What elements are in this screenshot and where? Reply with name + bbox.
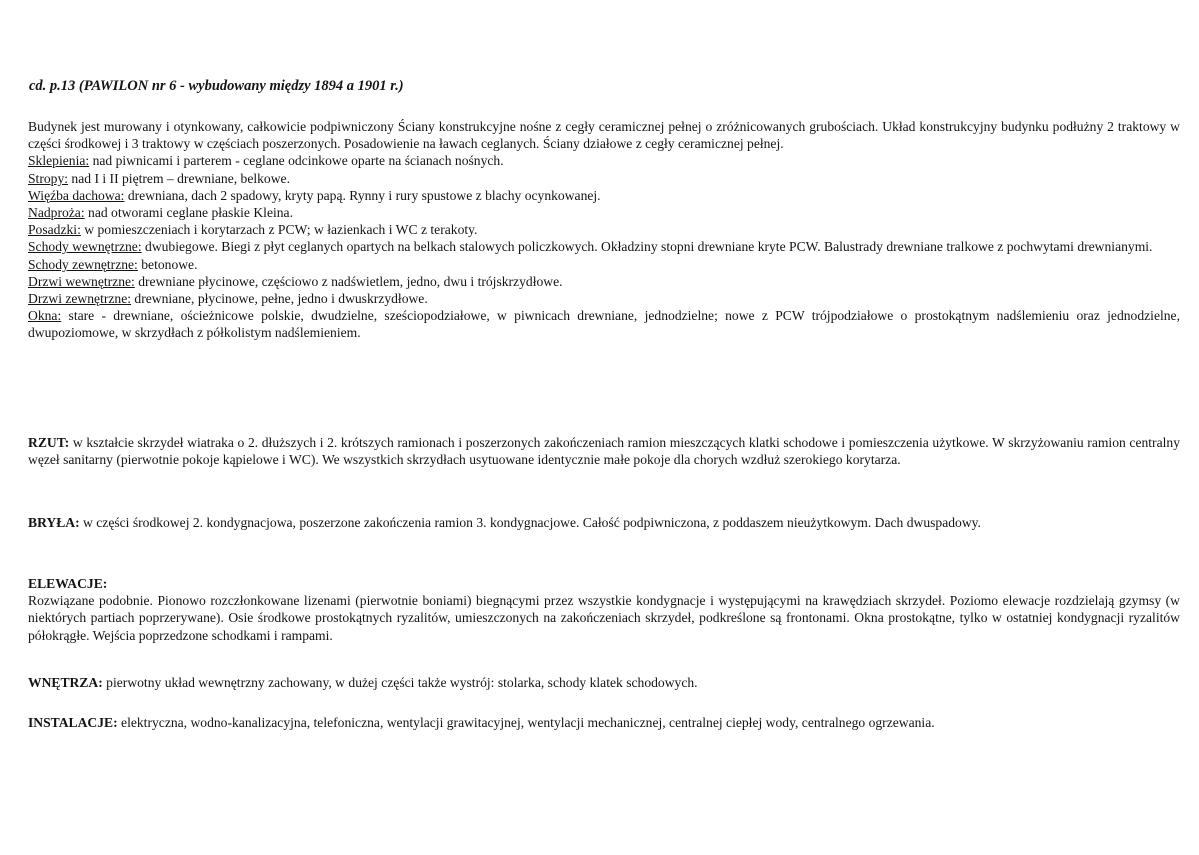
feature-line xyxy=(28,152,1180,169)
rzut-label: RZUT: xyxy=(28,435,70,450)
feature-label: Schody zewnętrzne: xyxy=(28,256,138,272)
feature-line xyxy=(28,238,1180,255)
feature-label: Drzwi wewnętrzne: xyxy=(28,273,135,289)
feature-text: betonowe. xyxy=(137,256,198,272)
feature-line xyxy=(28,204,1180,221)
feature-text: drewniane płycinowe, częściowo z nadświetlem, jedno, dwu i trójskrzydłowe. xyxy=(134,273,563,289)
feature-text: nad piwnicami i parterem - ceglane odcinkowe oparte na ścianach nośnych. xyxy=(89,153,504,169)
feature-text: dwubiegowe. Biegi z płyt ceglanych opartych na belkach stalowych policzkowych. Okładziny stopni drewniane kryte PCW. Balustrady drewniane tralkowe z pochwytami drewnianymi. xyxy=(141,239,1153,255)
intro-paragraph: Budynek jest murowany i otynkowany, całkowicie podpiwniczony Ściany konstrukcyjne nośne z cegły ceramicznej pełnej o zróżnicowanych grubościach. Układ konstrukcyjny budynku podłużny 2 traktowy w części środkowej i 3 traktowy w częściach poszerzonych. Posadowienie na ławach ceglanych. Ściany działowe z cegły ceramicznej pełnej. xyxy=(28,119,1180,152)
rzut-text: w kształcie skrzydeł wiatraka o 2. dłuższych i 2. krótszych ramionach i poszerzonych zakończeniach ramion mieszczących klatki schodowe i pomieszczenia użytkowe. W skrzyżowaniu ramion centralny węzeł sanitarny (pierwotnie pokoje kąpielowe i WC). We wszystkich skrzydłach usytuowane identycznie małe pokoje dla chorych wzdłuż szerokiego korytarza. xyxy=(28,435,1180,468)
feature-label: Posadzki: xyxy=(28,222,81,238)
feature-label: Sklepienia: xyxy=(28,153,90,169)
feature-line xyxy=(28,290,1180,307)
feature-line xyxy=(28,221,1180,238)
wnetrza-section xyxy=(28,674,1180,691)
wnetrza-label: WNĘTRZA: xyxy=(28,675,103,690)
feature-line xyxy=(28,187,1180,204)
wnetrza-text: pierwotny układ wewnętrzny zachowany, w dużej części także wystrój: stolarka, schody klatek schodowych. xyxy=(102,675,698,690)
instalacje-section xyxy=(28,714,1180,731)
instalacje-label: INSTALACJE: xyxy=(28,715,118,730)
elewacje-label: ELEWACJE: xyxy=(28,576,108,591)
feature-line xyxy=(28,256,1180,273)
elewacje-section xyxy=(28,575,1180,644)
feature-text: drewniana, dach 2 spadowy, kryty papą. Rynny i rury spustowe z blachy ocynkowanej. xyxy=(124,187,601,203)
rzut-section xyxy=(28,434,1180,468)
building-description xyxy=(28,118,1180,342)
feature-text: drewniane, płycinowe, pełne, jedno i dwuskrzydłowe. xyxy=(131,291,428,307)
feature-line xyxy=(28,273,1180,290)
feature-text: nad otworami ceglane płaskie Kleina. xyxy=(84,205,293,221)
feature-label: Nadproża: xyxy=(28,205,85,221)
feature-text: nad I i II piętrem – drewniane, belkowe. xyxy=(68,170,290,186)
feature-line xyxy=(28,170,1180,187)
feature-label: Schody wewnętrzne: xyxy=(28,239,142,255)
instalacje-text: elektryczna, wodno-kanalizacyjna, telefoniczna, wentylacji grawitacyjnej, wentylacji mechanicznej, centralnej ciepłej wody, centralnego ogrzewania. xyxy=(117,715,935,730)
bryla-label: BRYŁA: xyxy=(28,515,80,530)
feature-label: Więźba dachowa: xyxy=(28,187,125,203)
bryla-section xyxy=(28,514,1180,531)
feature-label: Stropy: xyxy=(28,170,69,186)
feature-text: stare - drewniane, ościeżnicowe polskie, dwudzielne, sześciopodziałowe, w piwnicach drewniane, jednodzielne; nowe z PCW trójpodziałowe o prostokątnym nadślemieniu oraz jednodzielne, dwupoziomowe, w skrzydłach z półkolistym nadślemieniem. xyxy=(28,308,1180,341)
elewacje-text: Rozwiązane podobnie. Pionowo rozczłonkowane lizenami (pierwotnie boniami) biegnącymi przez wszystkie kondygnacje i występującymi na krawędziach skrzydeł. Poziomo elewacje rozdzielają gzymsy (w niektórych partiach poprzerywane). Osie środkowe prostokątnych ryzalitów, umieszczonych na zakończeniach skrzydeł, podkreślone są frontonami. Okna prostokątne, tylko w ostatniej kondygnacji ryzalitów półokrągłe. Wejścia poprzedzone schodkami i rampami. xyxy=(28,593,1180,643)
feature-text: w pomieszczeniach i korytarzach z PCW; w łazienkach i WC z terakoty. xyxy=(80,222,478,238)
feature-label: Okna: xyxy=(28,308,62,324)
feature-label: Drzwi zewnętrzne: xyxy=(28,291,132,307)
bryla-text: w części środkowej 2. kondygnacjowa, poszerzone zakończenia ramion 3. kondygnacjowe. Całość podpiwniczona, z poddaszem nieużytkowym. Dach dwuspadowy. xyxy=(79,515,981,530)
feature-line xyxy=(28,307,1180,341)
document-heading: cd. p.13 (PAWILON nr 6 - wybudowany między 1894 a 1901 r.) xyxy=(29,78,404,94)
